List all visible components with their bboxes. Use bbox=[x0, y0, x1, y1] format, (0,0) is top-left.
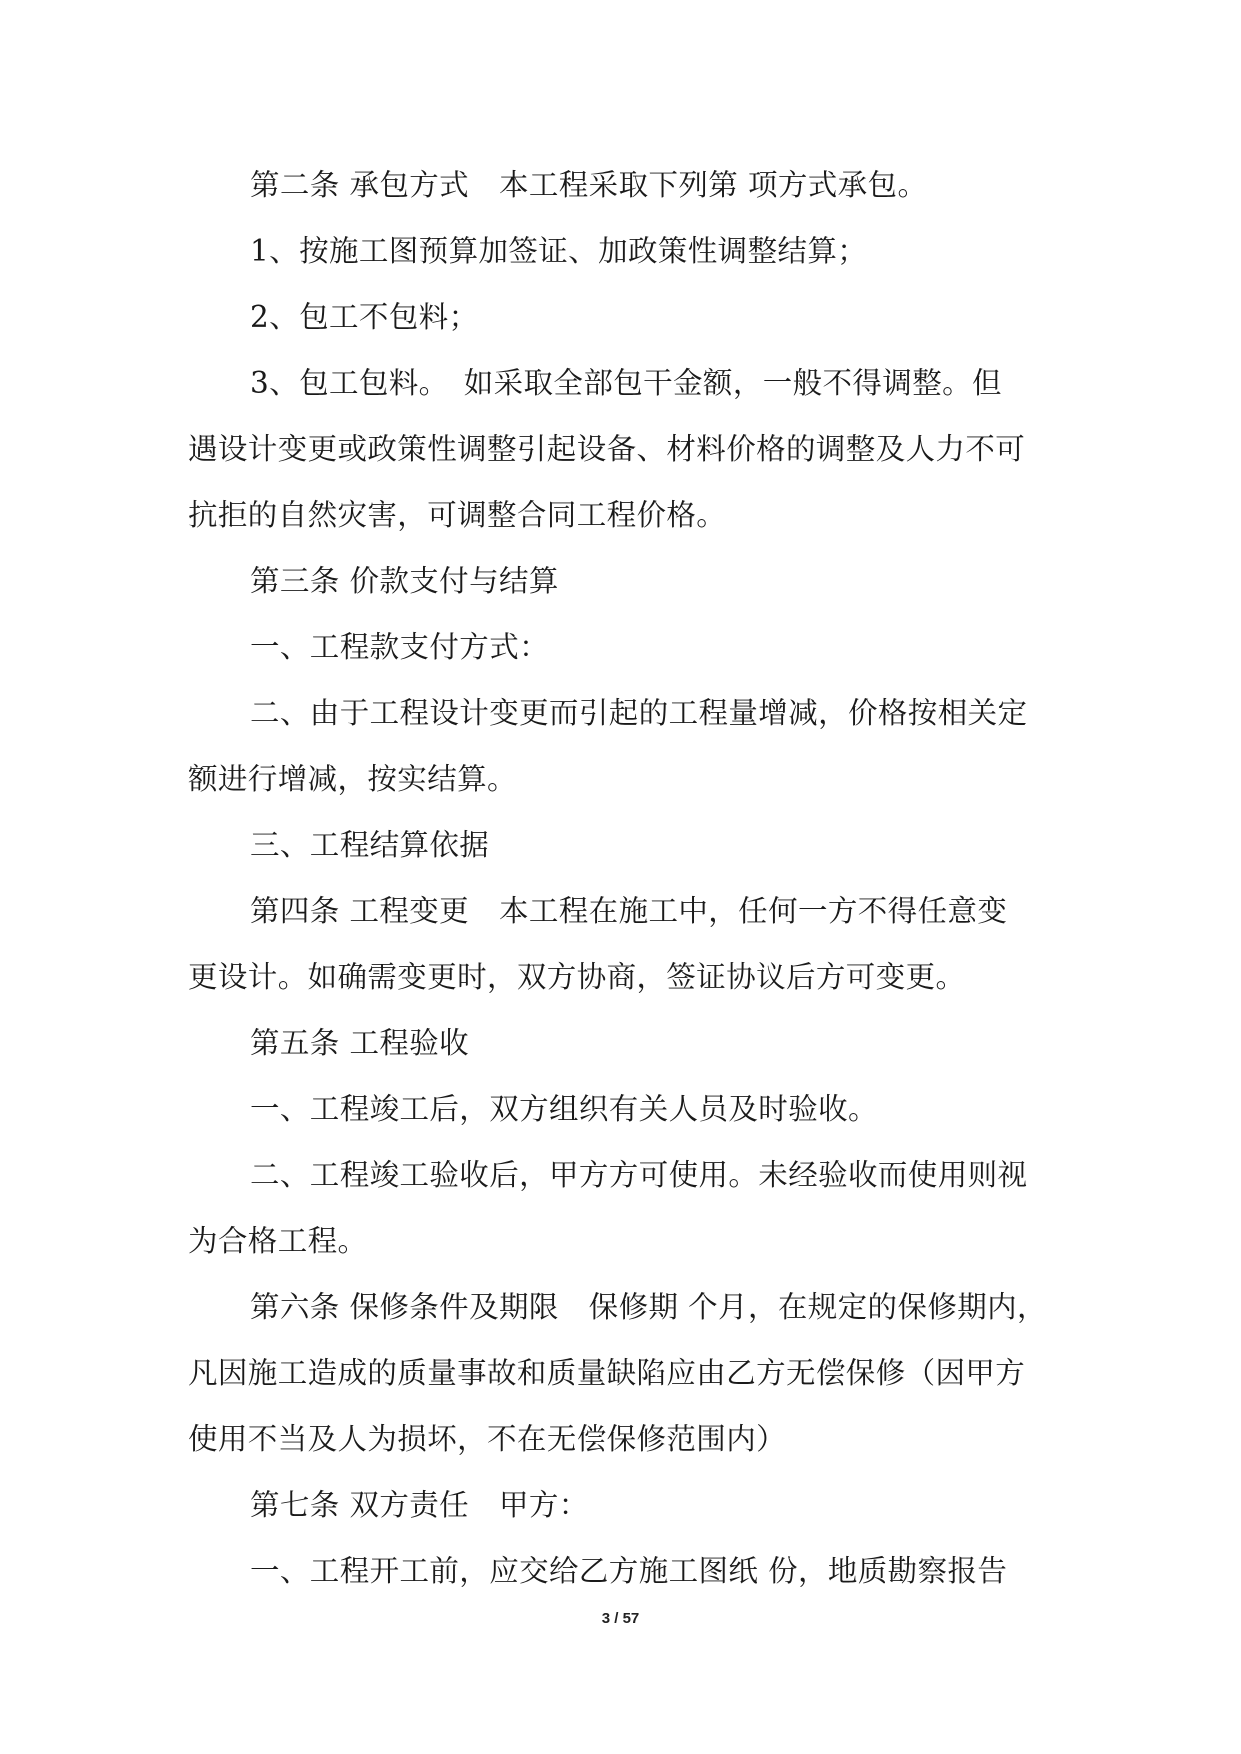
paragraph-line: 凡因施工造成的质量事故和质量缺陷应由乙方无偿保修（因甲方 bbox=[188, 1356, 1026, 1390]
paragraph-line: 三、工程结算依据 bbox=[250, 828, 490, 862]
paragraph-line: 一、工程款支付方式： bbox=[250, 630, 550, 664]
document-body bbox=[188, 152, 1058, 1604]
paragraph-line: 额进行增减，按实结算。 bbox=[188, 762, 517, 796]
paragraph-line: 更设计。如确需变更时，双方协商，签证协议后方可变更。 bbox=[188, 960, 966, 994]
paragraph-line: 使用不当及人为损坏，不在无偿保修范围内） bbox=[188, 1422, 787, 1456]
paragraph-line: 抗拒的自然灾害，可调整合同工程价格。 bbox=[188, 498, 727, 532]
paragraph-line: 第三条 价款支付与结算 bbox=[250, 564, 559, 598]
paragraph-line: 一、工程竣工后，双方组织有关人员及时验收。 bbox=[250, 1092, 878, 1126]
paragraph-line: 第六条 保修条件及期限 保修期 个月，在规定的保修期内， bbox=[250, 1290, 1047, 1324]
paragraph-line: 2、包工不包料； bbox=[250, 300, 479, 334]
paragraph-line: 二、工程竣工验收后，甲方方可使用。未经验收而使用则视 bbox=[250, 1158, 1028, 1192]
paragraph-line: 为合格工程。 bbox=[188, 1224, 368, 1258]
page-number: 3 / 57 bbox=[601, 1610, 640, 1627]
paragraph-line: 1、按施工图预算加签证、加政策性调整结算； bbox=[250, 234, 868, 268]
paragraph-line: 第七条 双方责任 甲方： bbox=[250, 1488, 589, 1522]
paragraph-line: 一、工程开工前，应交给乙方施工图纸 份，地质勘察报告 bbox=[250, 1554, 1008, 1588]
paragraph-line: 第二条 承包方式 本工程采取下列第 项方式承包。 bbox=[250, 168, 928, 202]
paragraph-line: 第四条 工程变更 本工程在施工中，任何一方不得任意变 bbox=[250, 894, 1008, 928]
paragraph-line: 第五条 工程验收 bbox=[250, 1026, 470, 1060]
paragraph-line: 二、由于工程设计变更而引起的工程量增减，价格按相关定 bbox=[250, 696, 1028, 730]
paragraph-line: 3、包工包料。 如采取全部包干金额，一般不得调整。但 bbox=[250, 366, 1002, 400]
paragraph-line: 遇设计变更或政策性调整引起设备、材料价格的调整及人力不可 bbox=[188, 432, 1026, 466]
